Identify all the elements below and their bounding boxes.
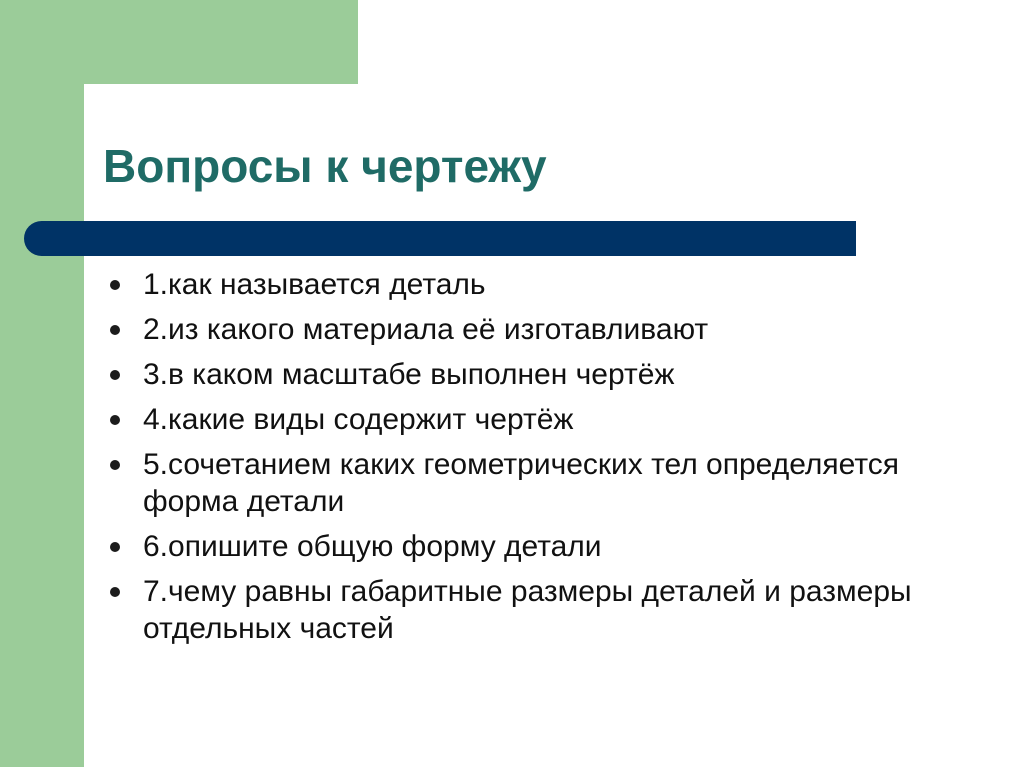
list-item (103, 356, 943, 393)
list-item-text: 6.опишите общую форму детали (143, 530, 602, 563)
list-item-text: 2.из какого материала её изготавливают (143, 313, 709, 346)
question-list (103, 266, 943, 655)
list-item-text: 4.какие виды содержит чертёж (143, 403, 574, 436)
list-item-text: 5.сочетанием каких геометрических тел определяется форма детали (143, 448, 899, 518)
list-item (103, 311, 943, 348)
list-item (103, 446, 943, 520)
list-item-text: 3.в каком масштабе выполнен чертёж (143, 358, 675, 391)
list-item-text: 7.чему равны габаритные размеры деталей и размеры отдельных частей (143, 575, 912, 645)
title-divider-bar (24, 221, 856, 256)
green-side-bar (0, 0, 84, 767)
slide-title: Вопросы к чертежу (103, 140, 547, 192)
list-item (103, 573, 943, 647)
bullet-icon (110, 415, 120, 425)
bullet-icon (110, 370, 120, 380)
bullet-icon (110, 325, 120, 335)
green-corner-block (0, 0, 358, 84)
bullet-icon (110, 280, 120, 290)
list-item (103, 528, 943, 565)
bullet-icon (110, 542, 120, 552)
bullet-icon (110, 460, 120, 470)
list-item (103, 401, 943, 438)
bullet-icon (110, 587, 120, 597)
list-item (103, 266, 943, 303)
list-item-text: 1.как называется деталь (143, 268, 486, 301)
